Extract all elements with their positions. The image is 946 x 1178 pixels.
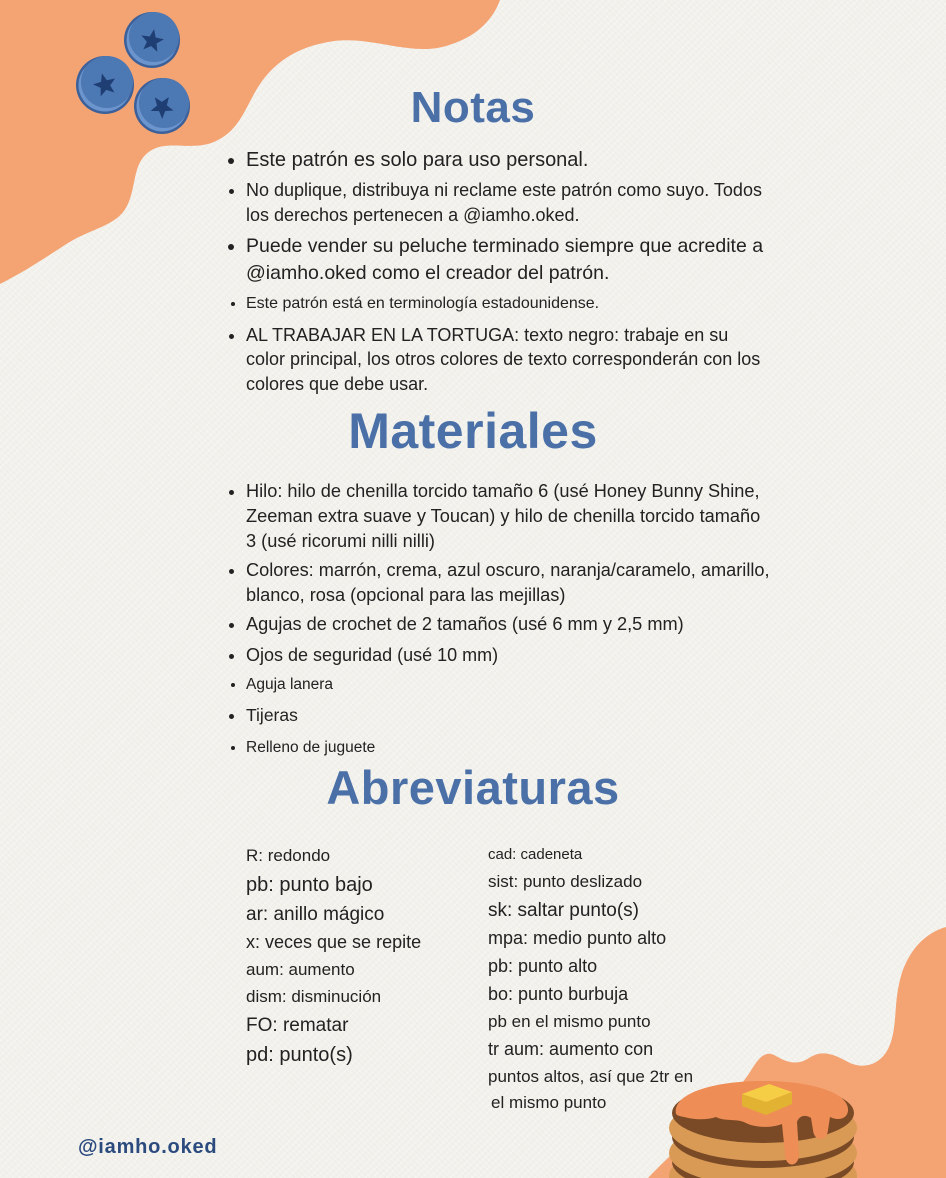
list-item: • AL TRABAJAR EN LA TORTUGA: texto negro: trabaje en su color principal, los otros colores de texto corresponderán con los colores que debe usar. [246, 323, 771, 396]
materiales-title: Materiales [348, 403, 598, 459]
blueberry-icon [124, 12, 180, 68]
abbreviations-left-column [246, 846, 481, 1073]
abreviaturas-title: Abreviaturas [326, 761, 620, 814]
list-item: • Relleno de juguete [246, 737, 774, 758]
abbreviation-line: pb en el mismo punto [488, 1012, 651, 1032]
abbreviations-right-column [488, 846, 728, 1120]
abbreviation-line: pb: punto alto [488, 956, 598, 977]
abbreviation-line: FO: rematar [246, 1014, 349, 1036]
abbreviation-line: pd: punto(s) [246, 1043, 353, 1066]
abbreviation-line: sist: punto deslizado [488, 872, 643, 892]
list-item: • Ojos de seguridad (usé 10 mm) [246, 643, 774, 667]
materiales-list [229, 479, 774, 758]
list-item: • Hilo: hilo de chenilla torcido tamaño 6 (usé Honey Bunny Shine, Zeeman extra suave y Toucan) y hilo de chenilla torcido tamaño 3 (usé ricorumi nilli nilli) [246, 479, 774, 553]
list-item: • Puede vender su peluche terminado siempre que acredite a @iamho.oked como el creador del patrón. [246, 233, 771, 286]
author-handle: @iamho.oked [78, 1136, 218, 1158]
abbreviation-line: sk: saltar punto(s) [488, 900, 639, 922]
list-item: • Colores: marrón, crema, azul oscuro, naranja/caramelo, amarillo, blanco, rosa (opcional para las mejillas) [246, 558, 774, 608]
abbreviation-line: x: veces que se repite [246, 932, 422, 953]
list-item: • Agujas de crochet de 2 tamaños (usé 6 mm y 2,5 mm) [246, 612, 774, 637]
abbreviation-line: tr aum: aumento con [488, 1038, 654, 1059]
list-item: • No duplique, distribuya ni reclame este patrón como suyo. Todos los derechos pertenecen a @iamho.oked. [246, 178, 771, 227]
abbreviation-line: puntos altos, así que 2tr en [488, 1066, 694, 1086]
abbreviation-line: aum: aumento [246, 960, 355, 980]
list-item: • Este patrón es solo para uso personal. [246, 147, 771, 174]
abbreviation-line: el mismo punto [491, 1093, 607, 1113]
list-item: • Este patrón está en terminología estadounidense. [246, 293, 771, 315]
abbreviation-line: cad: cadeneta [488, 846, 583, 863]
abbreviation-line: ar: anillo mágico [246, 904, 385, 926]
abbreviation-line: pb: punto bajo [246, 873, 373, 896]
list-item: • Tijeras [246, 704, 774, 728]
abbreviation-line: dism: disminución [246, 986, 382, 1006]
notas-title: Notas [410, 83, 536, 132]
abbreviation-line: R: redondo [246, 846, 331, 865]
abbreviation-line: bo: punto burbuja [488, 984, 629, 1005]
notas-list [229, 147, 771, 396]
abbreviation-line: mpa: medio punto alto [488, 928, 667, 949]
list-item: • Aguja lanera [246, 674, 774, 695]
